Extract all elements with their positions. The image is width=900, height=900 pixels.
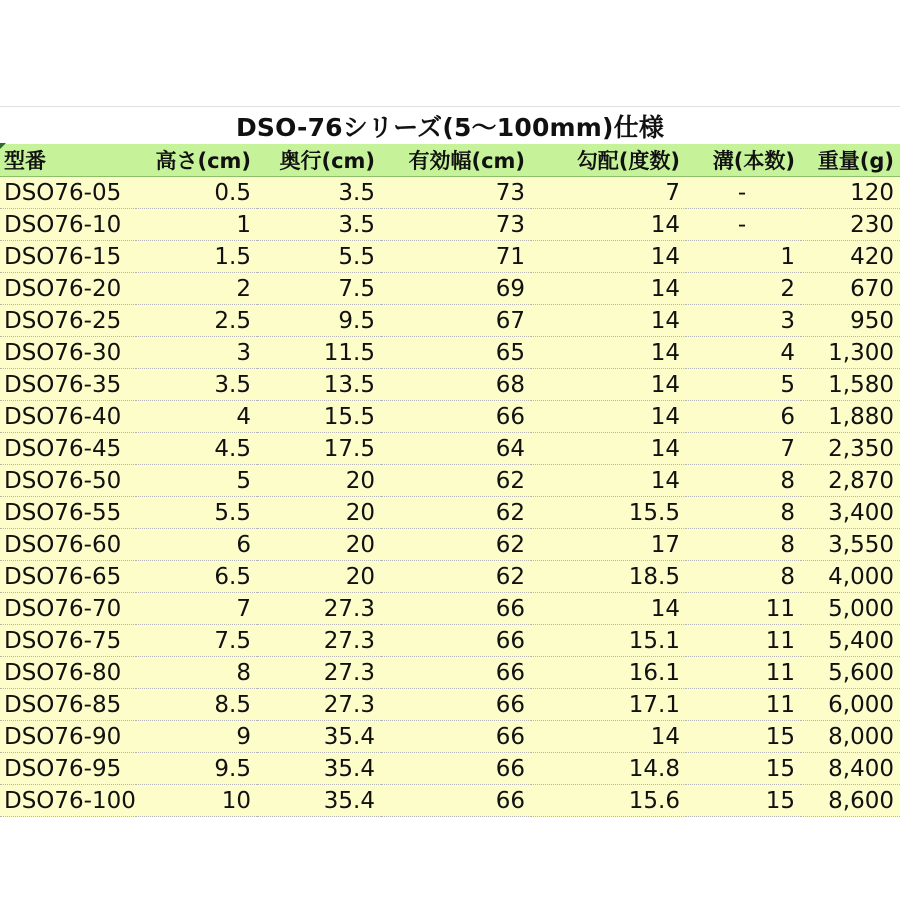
table-row <box>0 433 900 465</box>
cell-effective-width: 65 <box>381 337 531 369</box>
cell-grooves: 8 <box>686 561 801 593</box>
cell-slope: 14 <box>531 593 686 625</box>
cell-effective-width: 62 <box>381 465 531 497</box>
table-row <box>0 721 900 753</box>
cell-effective-width: 66 <box>381 625 531 657</box>
cell-grooves: 11 <box>686 625 801 657</box>
cell-grooves: - <box>686 209 801 241</box>
table-row <box>0 401 900 433</box>
cell-model: DSO76-45 <box>0 433 136 465</box>
cell-depth: 20 <box>257 529 381 561</box>
cell-model: DSO76-60 <box>0 529 136 561</box>
cell-height: 1 <box>136 209 257 241</box>
cell-grooves: 11 <box>686 593 801 625</box>
cell-grooves: 6 <box>686 401 801 433</box>
cell-effective-width: 67 <box>381 305 531 337</box>
cell-model: DSO76-20 <box>0 273 136 305</box>
cell-weight: 950 <box>801 305 900 337</box>
table-row <box>0 497 900 529</box>
table-row <box>0 561 900 593</box>
cell-slope: 14 <box>531 433 686 465</box>
table-row <box>0 785 900 817</box>
cell-depth: 7.5 <box>257 273 381 305</box>
cell-depth: 27.3 <box>257 689 381 721</box>
table-row <box>0 369 900 401</box>
cell-height: 6 <box>136 529 257 561</box>
cell-model: DSO76-25 <box>0 305 136 337</box>
table-row <box>0 529 900 561</box>
cell-slope: 14 <box>531 337 686 369</box>
cell-height: 9 <box>136 721 257 753</box>
cell-slope: 18.5 <box>531 561 686 593</box>
cell-model: DSO76-90 <box>0 721 136 753</box>
cell-height: 8 <box>136 657 257 689</box>
cell-weight: 420 <box>801 241 900 273</box>
cell-depth: 20 <box>257 561 381 593</box>
cell-effective-width: 62 <box>381 529 531 561</box>
table-row <box>0 337 900 369</box>
cell-slope: 17 <box>531 529 686 561</box>
cell-effective-width: 66 <box>381 753 531 785</box>
cell-model: DSO76-85 <box>0 689 136 721</box>
cell-effective-width: 71 <box>381 241 531 273</box>
table-row <box>0 593 900 625</box>
cell-height: 8.5 <box>136 689 257 721</box>
cell-weight: 8,600 <box>801 785 900 817</box>
cell-weight: 2,350 <box>801 433 900 465</box>
table-row <box>0 273 900 305</box>
cell-model: DSO76-65 <box>0 561 136 593</box>
cell-height: 3 <box>136 337 257 369</box>
cell-grooves: 15 <box>686 785 801 817</box>
cell-depth: 17.5 <box>257 433 381 465</box>
cell-effective-width: 66 <box>381 593 531 625</box>
cell-grooves: 15 <box>686 753 801 785</box>
cell-weight: 1,580 <box>801 369 900 401</box>
cell-depth: 35.4 <box>257 753 381 785</box>
cell-weight: 120 <box>801 177 900 209</box>
cell-model: DSO76-95 <box>0 753 136 785</box>
cell-grooves: 15 <box>686 721 801 753</box>
cell-grooves: 4 <box>686 337 801 369</box>
cell-height: 4 <box>136 401 257 433</box>
cell-height: 2.5 <box>136 305 257 337</box>
cell-weight: 670 <box>801 273 900 305</box>
cell-effective-width: 66 <box>381 721 531 753</box>
cell-grooves: - <box>686 177 801 209</box>
cell-effective-width: 66 <box>381 689 531 721</box>
cell-height: 9.5 <box>136 753 257 785</box>
table-row <box>0 753 900 785</box>
cell-weight: 230 <box>801 209 900 241</box>
cell-model: DSO76-40 <box>0 401 136 433</box>
cell-grooves: 5 <box>686 369 801 401</box>
table-row <box>0 657 900 689</box>
cell-slope: 14 <box>531 209 686 241</box>
cell-grooves: 8 <box>686 497 801 529</box>
cell-weight: 8,400 <box>801 753 900 785</box>
cell-grooves: 7 <box>686 433 801 465</box>
cell-depth: 27.3 <box>257 657 381 689</box>
header-weight: 重量(g) <box>801 144 900 177</box>
cell-model: DSO76-100 <box>0 785 136 817</box>
spec-table <box>0 144 900 817</box>
cell-slope: 7 <box>531 177 686 209</box>
cell-weight: 2,870 <box>801 465 900 497</box>
cell-effective-width: 73 <box>381 209 531 241</box>
cell-grooves: 1 <box>686 241 801 273</box>
cell-height: 10 <box>136 785 257 817</box>
cell-grooves: 8 <box>686 465 801 497</box>
cell-model: DSO76-75 <box>0 625 136 657</box>
header-depth: 奥行(cm) <box>257 144 381 177</box>
cell-slope: 17.1 <box>531 689 686 721</box>
header-model: 型番 <box>0 144 136 177</box>
cell-model: DSO76-70 <box>0 593 136 625</box>
cell-effective-width: 62 <box>381 561 531 593</box>
cell-slope: 14 <box>531 305 686 337</box>
cell-depth: 13.5 <box>257 369 381 401</box>
cell-weight: 4,000 <box>801 561 900 593</box>
cell-slope: 14.8 <box>531 753 686 785</box>
cell-model: DSO76-35 <box>0 369 136 401</box>
table-row <box>0 305 900 337</box>
cell-height: 4.5 <box>136 433 257 465</box>
cell-height: 6.5 <box>136 561 257 593</box>
cell-depth: 9.5 <box>257 305 381 337</box>
cell-corner-marker <box>0 143 6 149</box>
cell-model: DSO76-10 <box>0 209 136 241</box>
cell-depth: 3.5 <box>257 177 381 209</box>
cell-slope: 16.1 <box>531 657 686 689</box>
table-row <box>0 177 900 209</box>
cell-effective-width: 68 <box>381 369 531 401</box>
cell-slope: 14 <box>531 369 686 401</box>
cell-effective-width: 73 <box>381 177 531 209</box>
cell-height: 7 <box>136 593 257 625</box>
cell-grooves: 11 <box>686 657 801 689</box>
cell-slope: 15.6 <box>531 785 686 817</box>
cell-weight: 6,000 <box>801 689 900 721</box>
cell-weight: 3,400 <box>801 497 900 529</box>
cell-weight: 1,880 <box>801 401 900 433</box>
cell-slope: 14 <box>531 465 686 497</box>
cell-depth: 20 <box>257 465 381 497</box>
table-row <box>0 209 900 241</box>
cell-depth: 15.5 <box>257 401 381 433</box>
cell-model: DSO76-55 <box>0 497 136 529</box>
cell-slope: 14 <box>531 721 686 753</box>
cell-grooves: 2 <box>686 273 801 305</box>
cell-effective-width: 66 <box>381 401 531 433</box>
cell-depth: 3.5 <box>257 209 381 241</box>
cell-slope: 14 <box>531 241 686 273</box>
header-height: 高さ(cm) <box>136 144 257 177</box>
cell-slope: 15.5 <box>531 497 686 529</box>
cell-depth: 11.5 <box>257 337 381 369</box>
cell-effective-width: 66 <box>381 657 531 689</box>
table-row <box>0 241 900 273</box>
cell-effective-width: 62 <box>381 497 531 529</box>
cell-grooves: 3 <box>686 305 801 337</box>
cell-weight: 1,300 <box>801 337 900 369</box>
spec-sheet <box>0 106 900 817</box>
cell-depth: 35.4 <box>257 785 381 817</box>
sheet-title: DSO-76シリーズ(5～100mm)仕様 <box>0 106 900 144</box>
cell-depth: 35.4 <box>257 721 381 753</box>
cell-height: 2 <box>136 273 257 305</box>
cell-effective-width: 66 <box>381 785 531 817</box>
cell-weight: 5,600 <box>801 657 900 689</box>
cell-height: 5.5 <box>136 497 257 529</box>
cell-depth: 27.3 <box>257 625 381 657</box>
cell-height: 1.5 <box>136 241 257 273</box>
header-slope: 勾配(度数) <box>531 144 686 177</box>
cell-effective-width: 64 <box>381 433 531 465</box>
cell-weight: 5,400 <box>801 625 900 657</box>
cell-weight: 3,550 <box>801 529 900 561</box>
table-row <box>0 689 900 721</box>
table-row <box>0 465 900 497</box>
table-row <box>0 625 900 657</box>
cell-grooves: 11 <box>686 689 801 721</box>
cell-model: DSO76-50 <box>0 465 136 497</box>
cell-grooves: 8 <box>686 529 801 561</box>
cell-effective-width: 69 <box>381 273 531 305</box>
cell-model: DSO76-15 <box>0 241 136 273</box>
cell-weight: 8,000 <box>801 721 900 753</box>
cell-model: DSO76-30 <box>0 337 136 369</box>
cell-depth: 27.3 <box>257 593 381 625</box>
cell-height: 3.5 <box>136 369 257 401</box>
cell-slope: 15.1 <box>531 625 686 657</box>
cell-model: DSO76-80 <box>0 657 136 689</box>
cell-slope: 14 <box>531 401 686 433</box>
cell-slope: 14 <box>531 273 686 305</box>
cell-height: 5 <box>136 465 257 497</box>
cell-depth: 20 <box>257 497 381 529</box>
cell-model: DSO76-05 <box>0 177 136 209</box>
header-grooves: 溝(本数) <box>686 144 801 177</box>
cell-height: 7.5 <box>136 625 257 657</box>
header-row <box>0 144 900 177</box>
header-effective-width: 有効幅(cm) <box>381 144 531 177</box>
cell-depth: 5.5 <box>257 241 381 273</box>
cell-weight: 5,000 <box>801 593 900 625</box>
cell-height: 0.5 <box>136 177 257 209</box>
